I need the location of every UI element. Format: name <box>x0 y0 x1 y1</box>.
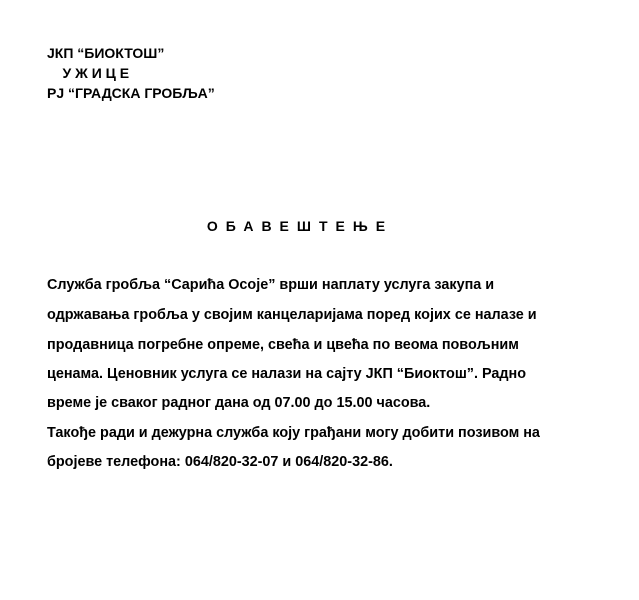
body-line: одржавања гробља у својим канцеларијама поред којих се налазе и <box>47 307 537 323</box>
department-name: РЈ “ГРАДСКА ГРОБЉА” <box>47 85 215 101</box>
body-line: време је сваког радног дана од 07.00 до 15.00 часова. <box>47 395 431 411</box>
body-line: бројеве телефона: 064/820-32-07 и 064/820-32-86. <box>47 454 393 470</box>
city-name: У Ж И Ц Е <box>47 65 130 81</box>
body-line: ценама. Ценовник услуга се налази на сајту ЈКП “Биоктош”. Радно <box>47 366 527 382</box>
body-line: Такође ради и дежурна служба коју грађани могу добити позивом на <box>47 425 540 441</box>
company-name: ЈКП “БИОКТОШ” <box>47 45 165 61</box>
body-line: продавница погребне опреме, свећа и цвећа по веома повољним <box>47 337 519 353</box>
body-line: Служба гробља “Сарића Осоје” врши наплату услуга закупа и <box>47 277 495 293</box>
notice-title: ОБАВЕШТЕЊЕ <box>206 218 394 234</box>
